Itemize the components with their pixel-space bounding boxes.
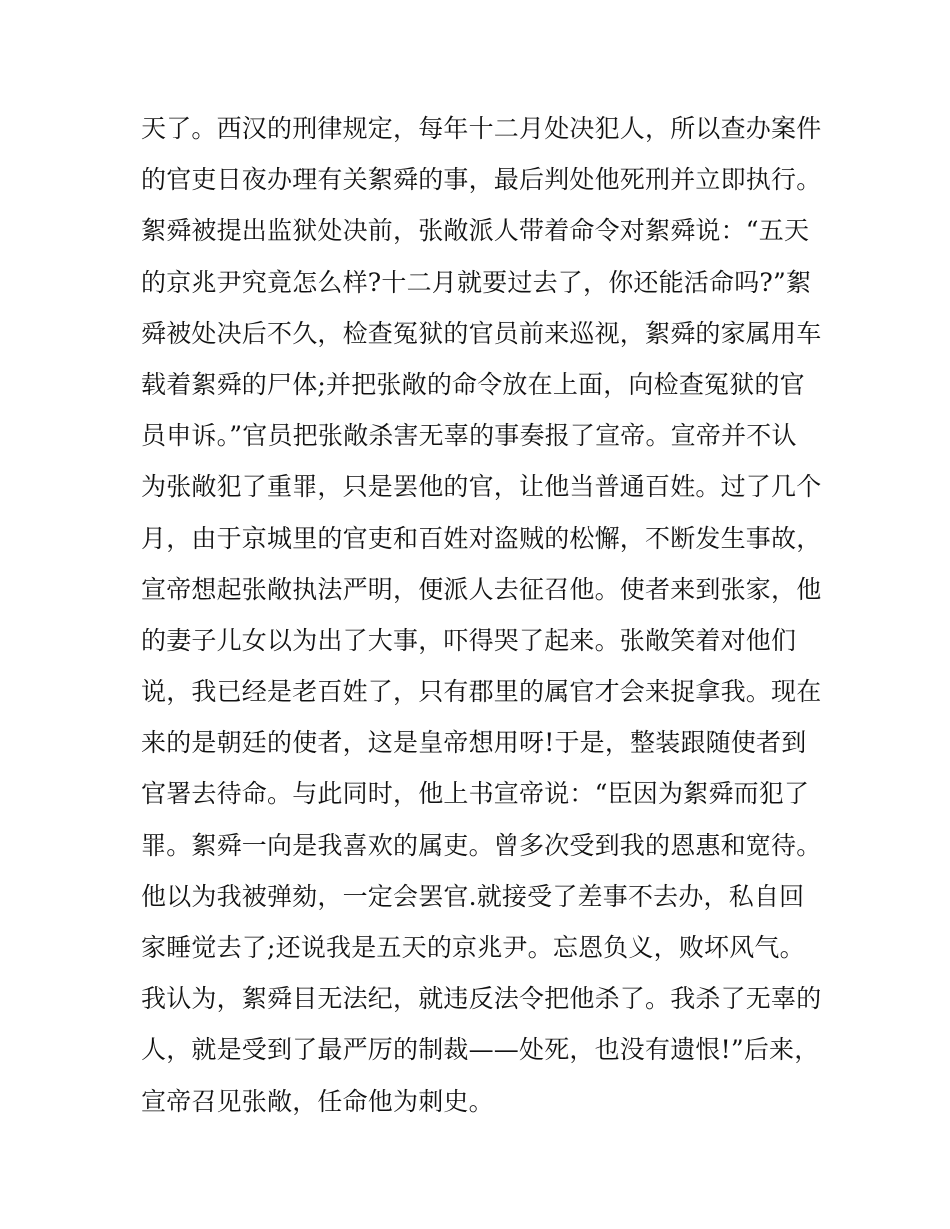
text-line-5: 舜被处决后不久，检查冤狱的官员前来巡视，絮舜的家属用车 bbox=[141, 318, 821, 348]
text-line-15: 罪。絮舜一向是我喜欢的属吏。曾多次受到我的恩惠和宽待。 bbox=[141, 830, 821, 860]
text-line-12: 说，我已经是老百姓了，只有郡里的属官才会来捉拿我。现在 bbox=[141, 677, 821, 707]
body-paragraph bbox=[141, 103, 821, 1127]
text-line-3: 絮舜被提出监狱处决前，张敞派人带着命令对絮舜说：“五天 bbox=[141, 216, 810, 246]
text-line-16: 他以为我被弹劾，一定会罢官.就接受了差事不去办，私自回 bbox=[141, 881, 805, 911]
text-line-4: 的京兆尹究竟怎么样?十二月就要过去了，你还能活命吗?”絮 bbox=[141, 267, 812, 297]
text-line-7: 员申诉。”官员把张敞杀害无辜的事奏报了宣帝。宣帝并不认 bbox=[141, 421, 797, 451]
text-line-9: 月，由于京城里的官吏和百姓对盗贼的松懈，不断发生事故， bbox=[141, 523, 821, 553]
text-line-13: 来的是朝廷的使者，这是皇帝想用呀!于是，整装跟随使者到 bbox=[141, 728, 807, 758]
text-line-6: 载着絮舜的尸体;并把张敞的命令放在上面，向检查冤狱的官 bbox=[141, 369, 805, 399]
text-line-11: 的妻子儿女以为出了大事，吓得哭了起来。张敞笑着对他们 bbox=[141, 625, 797, 655]
text-line-8: 为张敞犯了重罪，只是罢他的官，让他当普通百姓。过了几个 bbox=[141, 472, 821, 502]
text-line-18: 我认为，絮舜目无法纪，就违反法令把他杀了。我杀了无辜的 bbox=[141, 984, 821, 1014]
text-line-19: 人，就是受到了最严厉的制裁——处死，也没有遗恨!”后来， bbox=[141, 1035, 820, 1065]
text-line-10: 宣帝想起张敞执法严明，便派人去征召他。使者来到张家，他 bbox=[141, 574, 821, 604]
text-line-1: 天了。西汉的刑律规定，每年十二月处决犯人，所以查办案件 bbox=[141, 114, 821, 143]
text-line-20: 宣帝召见张敞，任命他为刺史。 bbox=[141, 1086, 494, 1116]
text-line-17: 家睡觉去了;还说我是五天的京兆尹。忘恩负义，败坏风气。 bbox=[141, 933, 805, 962]
text-line-14: 官署去待命。与此同时，他上书宣帝说：“臣因为絮舜而犯了 bbox=[141, 779, 810, 809]
text-line-2: 的官吏日夜办理有关絮舜的事，最后判处他死刑并立即执行。 bbox=[141, 165, 821, 195]
